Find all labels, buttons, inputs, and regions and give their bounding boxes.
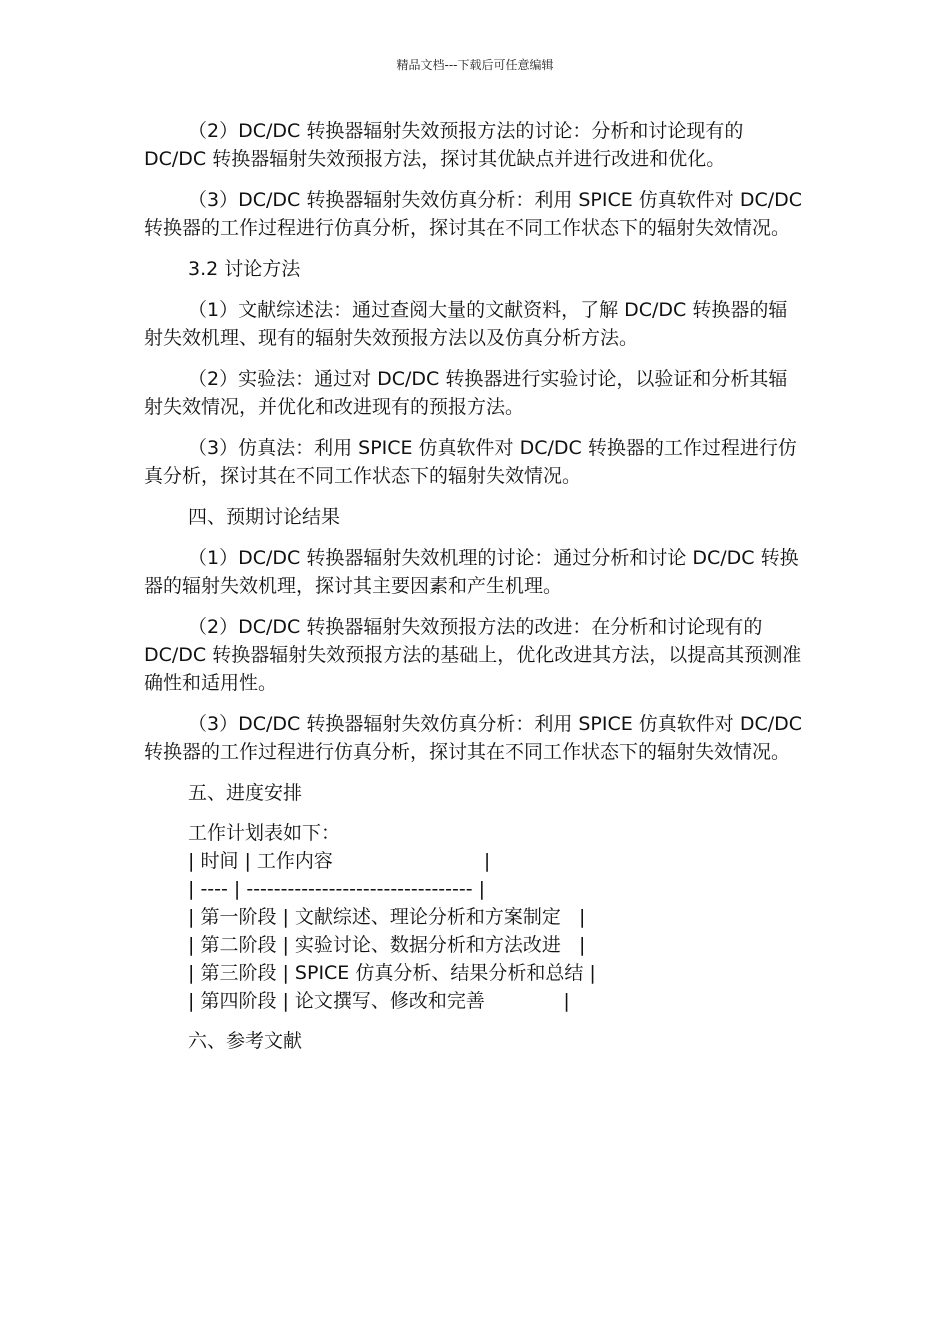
schedule-table-row: | 第二阶段 | 实验讨论、数据分析和方法改进 |	[188, 934, 586, 956]
paragraph-result-simulation: （3）DC/DC 转换器辐射失效仿真分析：利用 SPICE 仿真软件对 DC/DC 转换器的工作过程进行仿真分析，探讨其在不同工作状态下的辐射失效情况。	[144, 713, 803, 763]
paragraph-simulation-method: （3）仿真法：利用 SPICE 仿真软件对 DC/DC 转换器的工作过程进行仿真分析，探讨其在不同工作状态下的辐射失效情况。	[144, 437, 797, 487]
section-heading-expected-results: 四、预期讨论结果	[188, 506, 341, 528]
section-heading-schedule: 五、进度安排	[188, 782, 303, 804]
schedule-table-header: | 时间 | 工作内容 |	[188, 850, 491, 872]
schedule-intro: 工作计划表如下：	[188, 822, 341, 844]
schedule-table-row: | 第三阶段 | SPICE 仿真分析、结果分析和总结 |	[188, 962, 596, 984]
paragraph-result-forecast: （2）DC/DC 转换器辐射失效预报方法的改进：在分析和讨论现有的 DC/DC 转换器辐射失效预报方法的基础上，优化改进其方法，以提高其预测准确性和适用性。	[144, 616, 802, 694]
section-heading-references: 六、参考文献	[188, 1030, 303, 1052]
paragraph-experiment-method: （2）实验法：通过对 DC/DC 转换器进行实验讨论，以验证和分析其辐射失效情况，并优化和改进现有的预报方法。	[144, 368, 788, 418]
paragraph-simulation-analysis: （3）DC/DC 转换器辐射失效仿真分析：利用 SPICE 仿真软件对 DC/DC 转换器的工作过程进行仿真分析，探讨其在不同工作状态下的辐射失效情况。	[144, 189, 803, 239]
document-body	[144, 117, 804, 1055]
schedule-table-separator: | ---- | --------------------------------- |	[188, 878, 486, 900]
page-header: 精品文档---下载后可任意编辑	[396, 58, 554, 72]
paragraph-result-mechanism: （1）DC/DC 转换器辐射失效机理的讨论：通过分析和讨论 DC/DC 转换器的辐射失效机理，探讨其主要因素和产生机理。	[144, 547, 799, 597]
paragraph-literature-method: （1）文献综述法：通过查阅大量的文献资料，了解 DC/DC 转换器的辐射失效机理、现有的辐射失效预报方法以及仿真分析方法。	[144, 299, 788, 349]
section-heading-3-2: 3.2 讨论方法	[188, 258, 301, 280]
paragraph-forecast-method: （2）DC/DC 转换器辐射失效预报方法的讨论：分析和讨论现有的 DC/DC 转换器辐射失效预报方法，探讨其优缺点并进行改进和优化。	[144, 120, 744, 170]
schedule-table-row: | 第一阶段 | 文献综述、理论分析和方案制定 |	[188, 906, 586, 928]
schedule-table-row: | 第四阶段 | 论文撰写、修改和完善 |	[188, 990, 570, 1012]
